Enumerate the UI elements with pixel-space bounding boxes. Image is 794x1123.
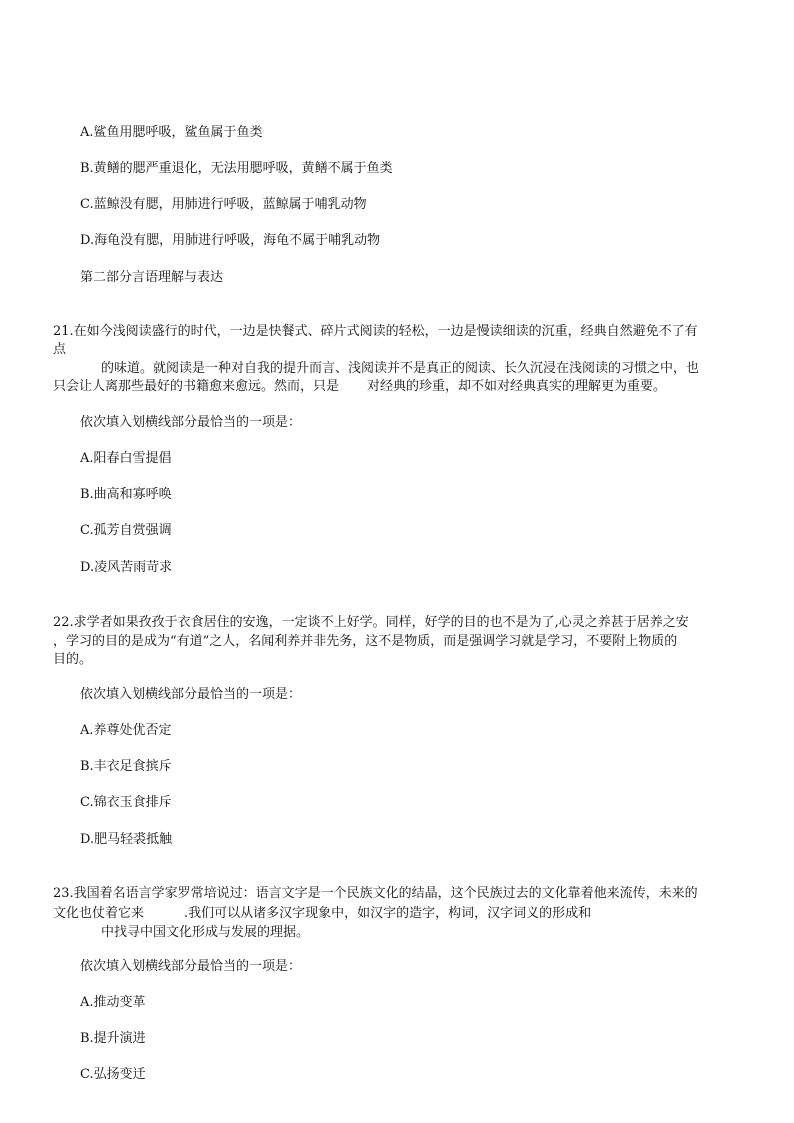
q22-option-b: B.丰衣足食摈斥 (80, 759, 172, 774)
prev-option-a: A.鲨鱼用腮呼吸，鲨鱼属于鱼类 (80, 125, 263, 140)
q21-option-a: A.阳春白雪提倡 (80, 451, 172, 466)
q21-option-d: D.凌风苦雨苛求 (80, 560, 173, 575)
q22-prompt: 依次填入划横线部分最恰当的一项是： (80, 687, 302, 702)
prev-option-b: B.黄鳝的腮严重退化，无法用腮呼吸，黄鳝不属于鱼类 (80, 161, 393, 176)
q23-option-a: A.推动变革 (80, 995, 146, 1010)
q22-option-c: C.锦衣玉食排斥 (80, 795, 172, 810)
q22-text-line2: ，学习的目的是成为“有道”之人，名闻利养并非先务，这不是物质，而是强调学习就是学习，不要附上物质的 (53, 634, 678, 649)
q21-option-b: B.曲高和寡呼唤 (80, 487, 172, 502)
q23-text-line2 (53, 905, 591, 923)
q23-text-line1: 23.我国着名语言学家罗常培说过：语言文字是一个民族文化的结晶，这个民族过去的文化靠着他来流传，未来的 (53, 886, 698, 901)
q21-text-line1: 21.在如今浅阅读盛行的时代，一边是快餐式、碎片式阅读的轻松，一边是慢读细读的沉重，经典自然避免不了有 (53, 324, 698, 339)
section-title: 第二部分言语理解与表达 (80, 270, 224, 285)
q21-text-line1b: 点 (53, 342, 67, 357)
q21-text-line2: 的味道。就阅读是一种对自我的提升而言、浅阅读并不是真正的阅读、长久沉浸在浅阅读的习惯之中，也 (101, 361, 700, 376)
prev-option-c: C.蓝鲸没有腮，用肺进行呼吸，蓝鲸属于哺乳动物 (80, 197, 367, 212)
q21-prompt: 依次填入划横线部分最恰当的一项是： (80, 415, 302, 430)
q21-text-line3-part2: 对经典的珍重，却不如对经典真实的理解更为重要。 (367, 379, 667, 394)
q21-text-line3 (53, 378, 666, 396)
q22-text-line1: 22.求学者如果孜孜于衣食居住的安逸，一定谈不上好学。同样，好学的目的也不是为了,心灵之养甚于居养之安 (53, 615, 689, 630)
q23-prompt: 依次填入划横线部分最恰当的一项是： (80, 959, 302, 974)
q21-text-line3-part1: 只会让人离那些最好的书籍愈来愈远。然而，只是 (53, 379, 340, 394)
q23-text-line3: 中找寻中国文化形成与发展的理据。 (101, 925, 310, 940)
q23-option-c: C.弘扬变迁 (80, 1067, 146, 1082)
q21-option-c: C.孤芳自赏强调 (80, 523, 172, 538)
q22-text-line3: 目的。 (53, 652, 93, 667)
q23-text-line2-part1: 文化也仗着它来 (53, 906, 145, 921)
q23-option-b: B.提升演进 (80, 1031, 146, 1046)
q22-option-d: D.肥马轻裘抵触 (80, 832, 173, 847)
q23-text-line2-part2: .我们可以从诸多汉字现象中，如汉字的造字，构词，汉字词义的形成和 (184, 906, 592, 921)
prev-option-d: D.海龟没有腮，用肺进行呼吸，海龟不属于哺乳动物 (80, 233, 381, 248)
q22-option-a: A.养尊处优否定 (80, 723, 172, 738)
